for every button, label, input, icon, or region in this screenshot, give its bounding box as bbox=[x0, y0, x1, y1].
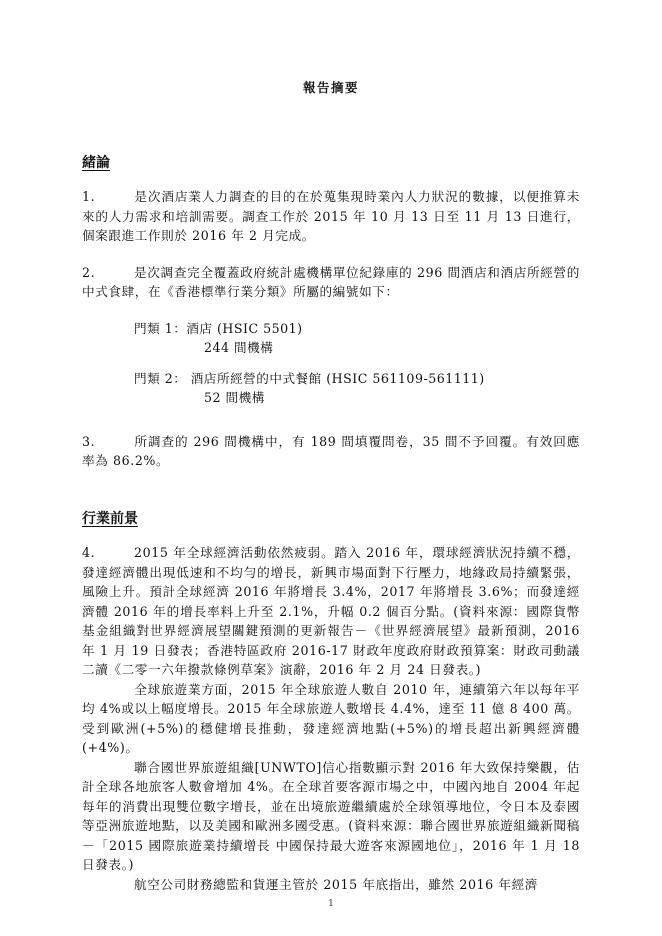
paragraph-number: 1. bbox=[82, 189, 96, 204]
paragraph-text: 是次調查完全覆蓋政府統計處機構單位紀錄庫的 296 間酒店和酒店所經營的中式食肆，在《香港標準行業分類》所屬的編號如下： bbox=[82, 264, 580, 299]
paragraph-4-cont-airline bbox=[82, 875, 580, 895]
paragraph-text: 聯合國世界旅遊組織[UNWTO]信心指數顯示對 2016 年大致保持樂觀，估計全球各地旅客人數會增加 4%。在全球首要客源市場之中，中國內地自 2004 年起每年的消費出現雙位數字增長，並在出境旅遊繼續處於全球領導地位，令日本及泰國等亞洲旅遊地點，以及美國和歐洲多國受惠。(資料來源：聯合國世界旅遊組織新聞稿－「2015 國際旅遊業持續增長 中國保持最大遊客來源國地位」，2016 年 1 月 18 日發表。) bbox=[82, 759, 580, 872]
paragraph-4-cont-tourism bbox=[82, 680, 580, 758]
paragraph-text: 是次酒店業人力調查的目的在於蒐集現時業內人力狀況的數據，以便推算未來的人力需求和培訓需要。調查工作於 2015 年 10 月 13 日至 11 月 13 日進行，個案跟進工作則於 2016 年 2 月完成。 bbox=[82, 189, 580, 243]
category-label: 門類 1：酒店 (HSIC 5501) bbox=[134, 320, 303, 336]
category-2 bbox=[134, 369, 580, 408]
category-count: 244 間機構 bbox=[204, 340, 274, 355]
category-1 bbox=[134, 319, 580, 358]
paragraph-3 bbox=[82, 432, 580, 471]
paragraph-number: 2. bbox=[82, 264, 96, 280]
section-heading-introduction: 緒論 bbox=[82, 154, 110, 171]
paragraph-2 bbox=[82, 263, 580, 302]
paragraph-number: 4. bbox=[82, 545, 96, 560]
paragraph-4-cont-unwto bbox=[82, 758, 580, 875]
page-title: 報告摘要 bbox=[302, 80, 359, 95]
paragraph-number: 3. bbox=[82, 433, 96, 449]
paragraph-1 bbox=[82, 187, 580, 246]
paragraph-text: 2015 年全球經濟活動依然疲弱。踏入 2016 年，環球經濟狀況持續不穩，發達經濟體出現低速和不均勻的增長，新興市場面對下行壓力，地緣政局持續緊張，風險上升。預計全球經濟 2016 年將增長 3.4%，2017 年將增長 3.6%；而發達經濟體 2016 年的增長率料上升至 2.1%，升幅 0.2 個百分點。(資料來源：國際貨幣基金組織對世界經濟展望關鍵預測的更新報告－《世界經濟展望》最新預測，2016 年 1 月 19 日發表；香港特區政府 2016-17 財政年度政府財政預算案：財政司動議二讀《二零一六年撥款條例草案》演辭，2016 年 2 月 24 日發表。) bbox=[82, 545, 580, 677]
paragraph-text: 所調查的 296 間機構中，有 189 間填覆問卷，35 間不予回覆。有效回應率為 86.2%。 bbox=[82, 433, 580, 468]
category-count: 52 間機構 bbox=[204, 390, 265, 405]
section-heading-industry-outlook: 行業前景 bbox=[82, 510, 138, 527]
page-number: 1 bbox=[328, 899, 334, 909]
paragraph-4 bbox=[82, 543, 580, 680]
paragraph-text: 全球旅遊業方面，2015 年全球旅遊人數自 2010 年，連續第六年以每年平均 4%或以上幅度增長。2015 年全球旅遊人數增長 4.4%，達至 11 億 8 400 萬。受到歐洲(+5%)的穩健增長推動，發達經濟地點(+5%)的增長超出新興經濟體(+4%)。 bbox=[82, 681, 580, 755]
paragraph-text: 航空公司財務總監和貨運主管於 2015 年底指出，雖然 2016 年經濟 bbox=[134, 876, 538, 892]
category-label: 門類 2： 酒店所經營的中式餐館 (HSIC 561109-561111) bbox=[134, 370, 485, 386]
